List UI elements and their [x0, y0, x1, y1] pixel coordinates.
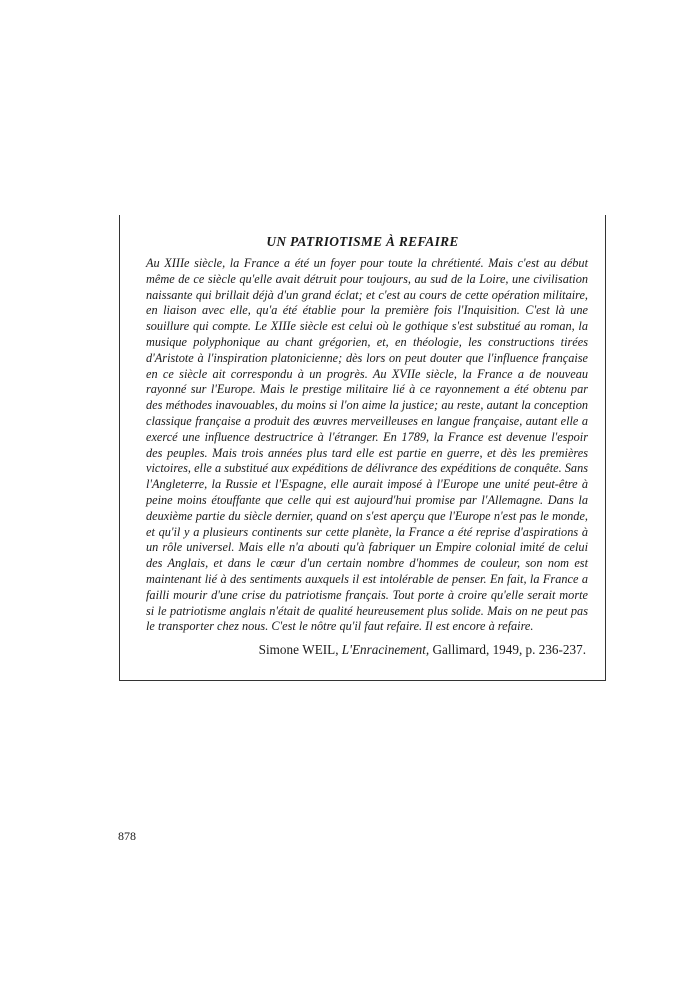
publication-details: Gallimard, 1949, p. 236-237. [432, 642, 586, 657]
page-number: 878 [118, 829, 136, 843]
box-title: UN PATRIOTISME À REFAIRE [266, 234, 459, 249]
author-first-name: Simone [258, 642, 299, 657]
quote-text: Au XIIIe siècle, la France a été un foyer pour toute la chrétienté. Mais c'est au début même de ce siècle qu'elle avait détruit pour toujours, au sud de la Loire, une civilisation naissante qui brillait déjà d'un grand éclat; et c'est au cours de cette opération militaire, en liaison avec elle, qu'a été établie pour la première fois l'Inquisition. C'est là une souillure qui compte. Le XIIIe siècle est celui où le gothique s'est substitué au roman, la musique polyphonique au chant grégorien, et, en théologie, les constructions tirées d'Aristote à l'inspiration platonicienne; dès lors on peut douter que l'influence française en ce siècle ait correspondu à un progrès. Au XVIIe siècle, la France a de nouveau rayonné sur l'Europe. Mais le prestige militaire lié à ce rayonnement a été obtenu par des méthodes inavouables, du moins si l'on aime la justice; au reste, autant la conception classique française a produit des œuvres merveilleuses en langue française, autant elle a exercé une influence destructrice à l'étranger. En 1789, la France est devenue l'espoir des peuples. Mais trois années plus tard elle est partie en guerre, et dès les premières victoires, elle a substitué aux expéditions de délivrance des expéditions de conquête. Sans l'Angleterre, la Russie et l'Espagne, elle aurait imposé à l'Europe une unité peut-être à peine moins étouffante que celle qui est aujourd'hui promise par l'Allemagne. Dans la deuxième partie du siècle dernier, quand on s'est aperçu que l'Europe n'est pas le monde, et qu'il y a plusieurs continents sur cette planète, la France a été reprise d'aspirations à un rôle universel. Mais elle n'a abouti qu'à fabriquer un Empire colonial imité de celui des Anglais, et dans le cœur d'un certain nombre d'hommes de couleur, son nom est maintenant lié à des sentiments auxquels il est intolérable de penser. En fait, la France a failli mourir d'une crise du patriotisme français. Tout porte à croire qu'elle serait morte si le patriotisme anglais n'était de qualité heureusement plus solide. Mais on ne peut pas le transporter chez nous. C'est le nôtre qu'il faut refaire. Il est encore à refaire. [146, 256, 588, 634]
work-title: L'Enracinement, [341, 642, 430, 657]
source-citation: Simone WEIL, L'Enracinement, Gallimard, 1949, p. 236-237. [258, 642, 586, 657]
author-last-name: WEIL [302, 642, 336, 657]
